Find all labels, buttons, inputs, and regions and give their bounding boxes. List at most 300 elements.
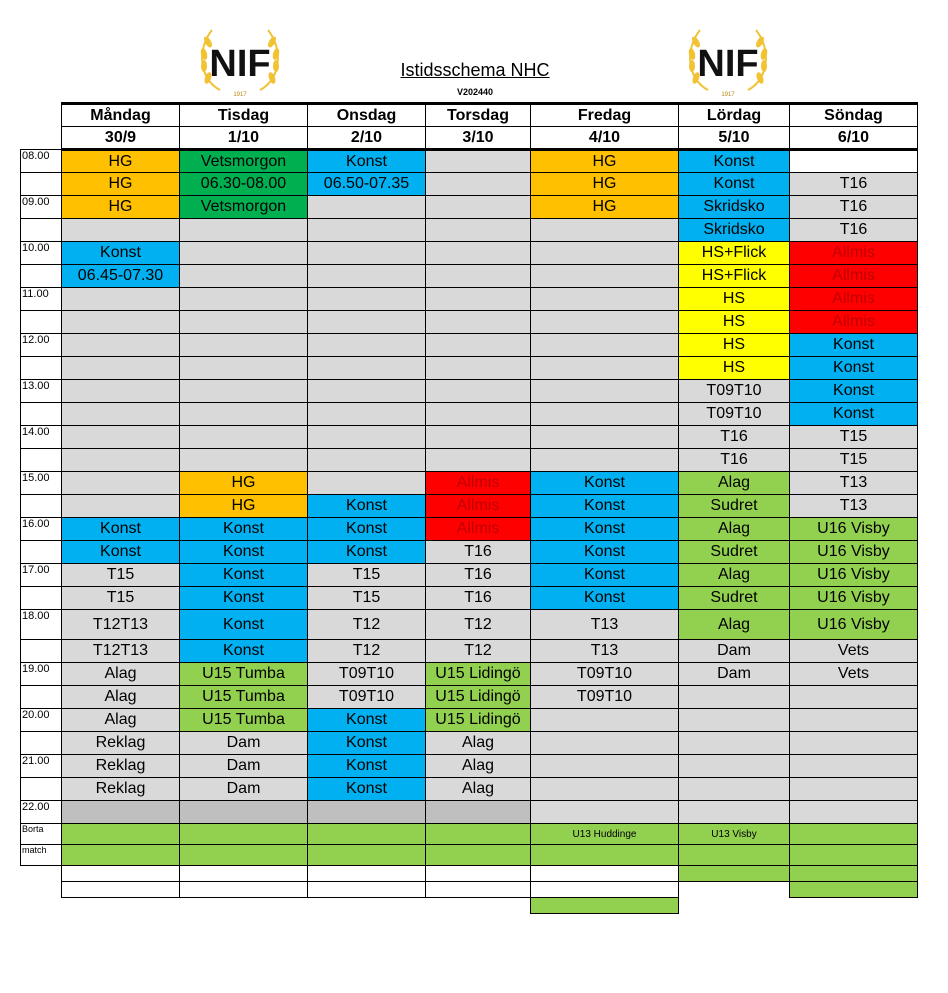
slot-cell: T13 [790, 495, 918, 518]
slot-cell: Alag [679, 518, 790, 541]
slot-cell [679, 755, 790, 778]
slot-cell [531, 778, 679, 801]
time-cell: 13.00 [21, 380, 62, 403]
slot-cell: Alag [426, 755, 531, 778]
slot-cell: Konst [308, 150, 426, 173]
slot-cell: T16 [790, 173, 918, 196]
away-cell [679, 866, 790, 882]
schedule-row [21, 495, 918, 518]
away-cell [790, 898, 918, 914]
slot-cell: HS [679, 357, 790, 380]
slot-cell: Allmis [790, 242, 918, 265]
time-cell: 08.00 [21, 150, 62, 173]
slot-cell: Skridsko [679, 196, 790, 219]
away-cell [180, 882, 308, 898]
away-cell [62, 898, 180, 914]
slot-cell [426, 288, 531, 311]
slot-cell: HS+Flick [679, 265, 790, 288]
slot-cell: Konst [180, 610, 308, 640]
away-cell: U13 Huddinge [531, 824, 679, 845]
slot-cell [790, 755, 918, 778]
slot-cell: 06.30-08.00 [180, 173, 308, 196]
away-label-cell [21, 882, 62, 898]
slot-cell: 06.50-07.35 [308, 173, 426, 196]
slot-cell: Allmis [426, 518, 531, 541]
slot-cell: HS [679, 311, 790, 334]
nif-logo-right [678, 20, 778, 100]
slot-cell [308, 311, 426, 334]
slot-cell [531, 709, 679, 732]
slot-cell: Alag [679, 472, 790, 495]
schedule-row [21, 311, 918, 334]
slot-cell: Skridsko [679, 219, 790, 242]
time-cell: 19.00 [21, 663, 62, 686]
slot-cell [180, 334, 308, 357]
away-cell [790, 866, 918, 882]
day-name-1: Tisdag [180, 104, 308, 127]
slot-cell: Allmis [790, 311, 918, 334]
slot-cell [308, 472, 426, 495]
slot-cell [426, 801, 531, 824]
away-cell [62, 882, 180, 898]
slot-cell [308, 801, 426, 824]
slot-cell: Konst [308, 541, 426, 564]
slot-cell: T12 [308, 610, 426, 640]
schedule-row [21, 242, 918, 265]
slot-cell [531, 426, 679, 449]
slot-cell [62, 288, 180, 311]
slot-cell: HS+Flick [679, 242, 790, 265]
slot-cell: HG [531, 196, 679, 219]
time-cell [21, 640, 62, 663]
slot-cell [308, 380, 426, 403]
slot-cell: Konst [62, 242, 180, 265]
time-cell: 12.00 [21, 334, 62, 357]
slot-cell [426, 357, 531, 380]
time-cell [21, 541, 62, 564]
slot-cell: T15 [62, 564, 180, 587]
slot-cell: T16 [426, 541, 531, 564]
slot-cell: T12 [308, 640, 426, 663]
slot-cell [679, 801, 790, 824]
slot-cell: Allmis [790, 288, 918, 311]
slot-cell: T09T10 [531, 663, 679, 686]
slot-cell: Konst [308, 518, 426, 541]
svg-text:1917: 1917 [233, 92, 247, 98]
time-cell [21, 403, 62, 426]
day-name-0: Måndag [62, 104, 180, 127]
away-label-cell [21, 866, 62, 882]
slot-cell: T16 [426, 564, 531, 587]
schedule-row [21, 732, 918, 755]
slot-cell [531, 242, 679, 265]
slot-cell: Konst [180, 640, 308, 663]
slot-cell [426, 242, 531, 265]
time-cell [21, 778, 62, 801]
away-cell [180, 845, 308, 866]
schedule-row [21, 640, 918, 663]
away-cell [679, 845, 790, 866]
time-cell [21, 495, 62, 518]
slot-cell: T15 [308, 564, 426, 587]
slot-cell [62, 357, 180, 380]
slot-cell [790, 778, 918, 801]
slot-cell [790, 709, 918, 732]
slot-cell: Alag [426, 778, 531, 801]
slot-cell: HS [679, 334, 790, 357]
time-cell: 22.00 [21, 801, 62, 824]
slot-cell [62, 334, 180, 357]
slot-cell: 06.45-07.30 [62, 265, 180, 288]
time-cell: 09.00 [21, 196, 62, 219]
slot-cell [180, 426, 308, 449]
slot-cell: Konst [679, 150, 790, 173]
slot-cell [180, 801, 308, 824]
slot-cell: Konst [308, 755, 426, 778]
slot-cell [62, 426, 180, 449]
slot-cell: Dam [180, 732, 308, 755]
slot-cell [62, 472, 180, 495]
day-name-4: Fredag [531, 104, 679, 127]
slot-cell [62, 495, 180, 518]
schedule-row [21, 357, 918, 380]
slot-cell: HG [180, 495, 308, 518]
slot-cell: Vets [790, 663, 918, 686]
slot-cell: Konst [62, 541, 180, 564]
away-cell [62, 866, 180, 882]
slot-cell: Konst [790, 403, 918, 426]
slot-cell [679, 686, 790, 709]
schedule-row [21, 472, 918, 495]
time-cell: 21.00 [21, 755, 62, 778]
slot-cell: HG [531, 150, 679, 173]
away-cell [308, 898, 426, 914]
slot-cell: U15 Tumba [180, 663, 308, 686]
schedule-row [21, 564, 918, 587]
slot-cell [426, 449, 531, 472]
slot-cell [426, 173, 531, 196]
away-label-cell: match [21, 845, 62, 866]
week-label: V202440 [456, 87, 494, 97]
schedule-row [21, 518, 918, 541]
slot-cell: Vets [790, 640, 918, 663]
day-date-3: 3/10 [426, 127, 531, 150]
slot-cell: Konst [531, 472, 679, 495]
slot-cell: Dam [180, 778, 308, 801]
slot-cell [790, 801, 918, 824]
schedule-row [21, 403, 918, 426]
slot-cell: T15 [790, 426, 918, 449]
day-date-6: 6/10 [790, 127, 918, 150]
slot-cell [308, 265, 426, 288]
slot-cell [426, 196, 531, 219]
time-cell: 11.00 [21, 288, 62, 311]
slot-cell: HG [62, 173, 180, 196]
slot-cell [426, 426, 531, 449]
schedule-row [21, 610, 918, 640]
away-cell [308, 866, 426, 882]
schedule-row [21, 265, 918, 288]
away-cell [62, 845, 180, 866]
slot-cell: U15 Lidingö [426, 686, 531, 709]
time-cell [21, 173, 62, 196]
slot-cell: T09T10 [531, 686, 679, 709]
day-name-3: Torsdag [426, 104, 531, 127]
slot-cell: Konst [531, 541, 679, 564]
slot-cell [308, 288, 426, 311]
slot-cell: Alag [62, 663, 180, 686]
slot-cell [308, 219, 426, 242]
schedule-row [21, 686, 918, 709]
schedule-row [21, 449, 918, 472]
slot-cell: T16 [426, 587, 531, 610]
slot-cell: Allmis [426, 495, 531, 518]
away-cell [308, 845, 426, 866]
schedule-row [21, 196, 918, 219]
time-cell: 15.00 [21, 472, 62, 495]
away-cell [790, 845, 918, 866]
slot-cell [180, 219, 308, 242]
slot-cell: HG [62, 196, 180, 219]
day-name-6: Söndag [790, 104, 918, 127]
slot-cell [531, 403, 679, 426]
away-label-cell [21, 898, 62, 914]
svg-text:NIF: NIF [209, 43, 271, 85]
time-cell: 18.00 [21, 610, 62, 640]
schedule-row [21, 801, 918, 824]
time-cell [21, 686, 62, 709]
away-cell [426, 824, 531, 845]
time-cell [21, 357, 62, 380]
slot-cell [426, 403, 531, 426]
time-cell: 20.00 [21, 709, 62, 732]
slot-cell: T13 [531, 640, 679, 663]
slot-cell [308, 242, 426, 265]
schedule-row [21, 173, 918, 196]
away-row [21, 824, 918, 845]
day-date-1: 1/10 [180, 127, 308, 150]
slot-cell: Konst [308, 778, 426, 801]
slot-cell: T15 [62, 587, 180, 610]
slot-cell: Reklag [62, 755, 180, 778]
slot-cell: T15 [308, 587, 426, 610]
slot-cell [62, 403, 180, 426]
slot-cell [426, 150, 531, 173]
slot-cell [180, 265, 308, 288]
away-cell [180, 824, 308, 845]
slot-cell: Alag [62, 686, 180, 709]
schedule-row [21, 663, 918, 686]
slot-cell: T12T13 [62, 610, 180, 640]
slot-cell: Konst [531, 518, 679, 541]
away-cell [426, 866, 531, 882]
slot-cell [531, 334, 679, 357]
slot-cell: HG [180, 472, 308, 495]
slot-cell: HS [679, 288, 790, 311]
away-cell [531, 845, 679, 866]
away-cell [679, 882, 790, 898]
away-row [21, 866, 918, 882]
away-row [21, 845, 918, 866]
slot-cell [531, 801, 679, 824]
time-cell: 16.00 [21, 518, 62, 541]
schedule-row [21, 778, 918, 801]
slot-cell [790, 732, 918, 755]
slot-cell: T16 [679, 426, 790, 449]
slot-cell [180, 380, 308, 403]
slot-cell: T16 [790, 196, 918, 219]
slot-cell [790, 150, 918, 173]
slot-cell: Alag [679, 610, 790, 640]
slot-cell: Dam [679, 640, 790, 663]
slot-cell: Alag [426, 732, 531, 755]
slot-cell [62, 801, 180, 824]
away-cell [180, 866, 308, 882]
day-name-5: Lördag [679, 104, 790, 127]
slot-cell: Konst [679, 173, 790, 196]
schedule-body [21, 150, 918, 914]
slot-cell [308, 196, 426, 219]
away-cell [308, 882, 426, 898]
away-label-cell: Borta [21, 824, 62, 845]
slot-cell [531, 288, 679, 311]
slot-cell: Sudret [679, 495, 790, 518]
slot-cell: T12T13 [62, 640, 180, 663]
slot-cell [531, 219, 679, 242]
slot-cell [308, 334, 426, 357]
schedule-row [21, 380, 918, 403]
slot-cell [62, 219, 180, 242]
slot-cell: U16 Visby [790, 587, 918, 610]
slot-cell: Reklag [62, 778, 180, 801]
slot-cell [531, 732, 679, 755]
slot-cell [308, 426, 426, 449]
slot-cell [790, 686, 918, 709]
slot-cell [180, 242, 308, 265]
day-date-2: 2/10 [308, 127, 426, 150]
slot-cell: U15 Lidingö [426, 709, 531, 732]
slot-cell [531, 755, 679, 778]
slot-cell: HG [62, 150, 180, 173]
slot-cell: U15 Lidingö [426, 663, 531, 686]
slot-cell: Konst [531, 587, 679, 610]
away-cell [62, 824, 180, 845]
slot-cell: Konst [531, 564, 679, 587]
away-row [21, 882, 918, 898]
slot-cell: Alag [679, 564, 790, 587]
slot-cell [426, 219, 531, 242]
day-date-5: 5/10 [679, 127, 790, 150]
slot-cell: U15 Tumba [180, 709, 308, 732]
slot-cell: T13 [790, 472, 918, 495]
schedule-row [21, 755, 918, 778]
slot-cell [531, 311, 679, 334]
away-row [21, 898, 918, 914]
slot-cell: Allmis [790, 265, 918, 288]
slot-cell: T12 [426, 610, 531, 640]
day-date-0: 30/9 [62, 127, 180, 150]
schedule-row [21, 541, 918, 564]
slot-cell [62, 449, 180, 472]
slot-cell: Konst [308, 732, 426, 755]
away-cell [426, 898, 531, 914]
nif-logo-left [190, 20, 290, 100]
away-cell [426, 882, 531, 898]
slot-cell [531, 357, 679, 380]
time-cell [21, 449, 62, 472]
slot-cell: HG [531, 173, 679, 196]
slot-cell: T09T10 [679, 403, 790, 426]
slot-cell: Konst [62, 518, 180, 541]
slot-cell: T12 [426, 640, 531, 663]
slot-cell: Konst [308, 495, 426, 518]
slot-cell [531, 449, 679, 472]
schedule-row [21, 426, 918, 449]
slot-cell [679, 709, 790, 732]
slot-cell [426, 265, 531, 288]
slot-cell: Konst [180, 587, 308, 610]
svg-text:NIF: NIF [697, 43, 759, 85]
slot-cell: Reklag [62, 732, 180, 755]
schedule-row [21, 709, 918, 732]
slot-cell: T09T10 [308, 686, 426, 709]
slot-cell: U15 Tumba [180, 686, 308, 709]
time-cell: 14.00 [21, 426, 62, 449]
time-cell [21, 587, 62, 610]
slot-cell: T13 [531, 610, 679, 640]
day-name-2: Onsdag [308, 104, 426, 127]
slot-cell: U16 Visby [790, 564, 918, 587]
slot-cell [531, 265, 679, 288]
slot-cell [679, 732, 790, 755]
slot-cell: Sudret [679, 541, 790, 564]
slot-cell: U16 Visby [790, 610, 918, 640]
day-date-4: 4/10 [531, 127, 679, 150]
time-cell [21, 311, 62, 334]
page-title: Istidsschema NHC [400, 60, 550, 80]
slot-cell: Konst [790, 357, 918, 380]
away-cell [308, 824, 426, 845]
slot-cell: Dam [679, 663, 790, 686]
slot-cell: Konst [180, 518, 308, 541]
corner-cell [21, 104, 62, 127]
schedule-row [21, 288, 918, 311]
away-cell [180, 898, 308, 914]
away-cell [531, 898, 679, 914]
slot-cell [426, 334, 531, 357]
schedule-row [21, 150, 918, 173]
slot-cell [679, 778, 790, 801]
slot-cell [308, 449, 426, 472]
away-cell [426, 845, 531, 866]
slot-cell: Konst [531, 495, 679, 518]
slot-cell: Allmis [426, 472, 531, 495]
away-cell [790, 824, 918, 845]
slot-cell: Dam [180, 755, 308, 778]
day-header [21, 104, 918, 150]
time-cell [21, 265, 62, 288]
slot-cell [426, 380, 531, 403]
schedule-row [21, 587, 918, 610]
slot-cell: Konst [790, 334, 918, 357]
time-cell [21, 732, 62, 755]
slot-cell [62, 380, 180, 403]
away-cell [531, 882, 679, 898]
slot-cell: U16 Visby [790, 541, 918, 564]
slot-cell [180, 288, 308, 311]
slot-cell [180, 357, 308, 380]
slot-cell: Konst [180, 564, 308, 587]
